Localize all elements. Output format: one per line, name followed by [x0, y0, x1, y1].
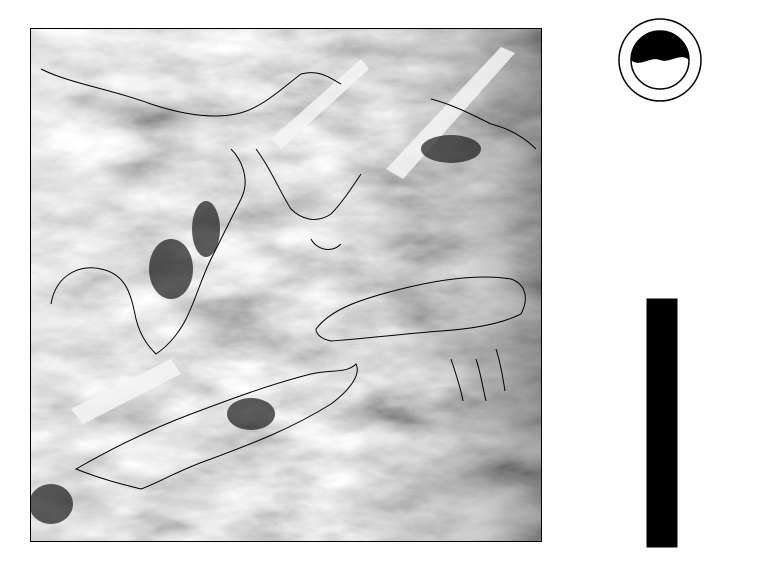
satellite-image-svg — [31, 29, 542, 542]
satellite-image — [30, 28, 542, 542]
noaa-logo — [618, 18, 702, 102]
reflectance-scale — [646, 298, 690, 550]
scale-bar — [647, 299, 677, 547]
